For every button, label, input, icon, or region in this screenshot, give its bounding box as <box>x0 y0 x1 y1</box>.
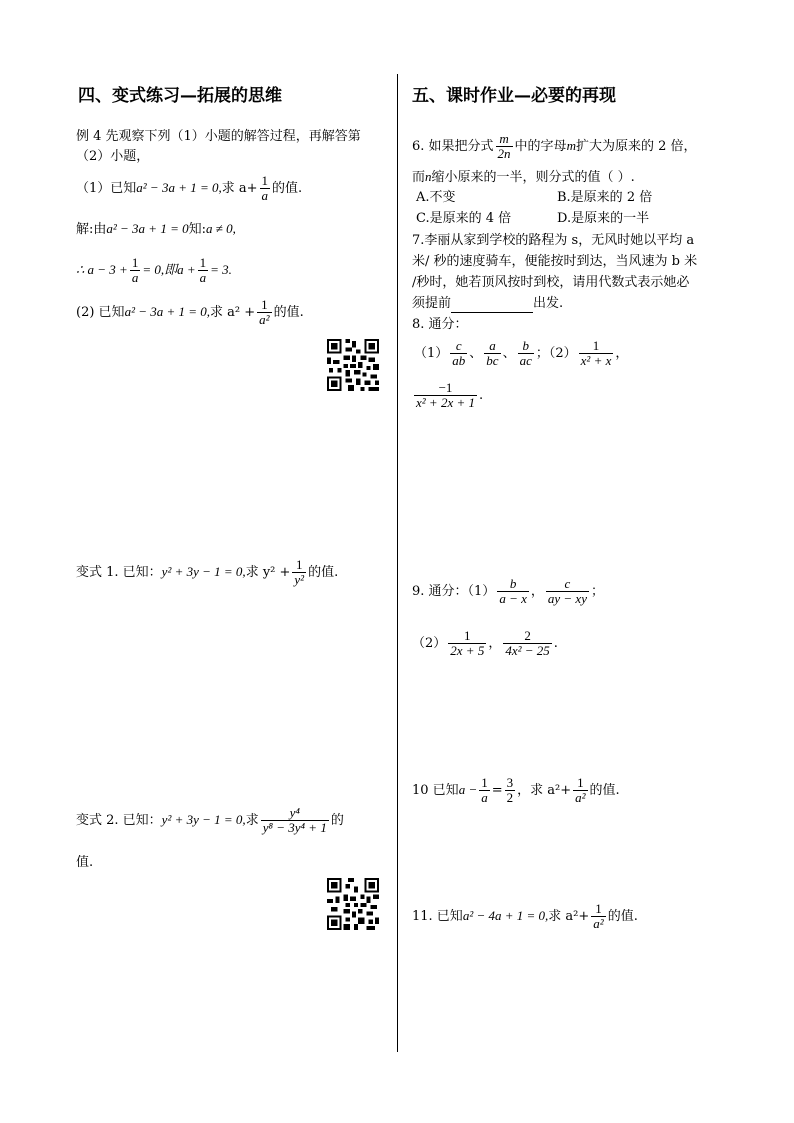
variant1-mid: 求 y² + <box>245 565 291 580</box>
part2-prefix: (2) 已知 <box>76 305 125 320</box>
fraction-denominator: 4x² − 25 <box>505 643 550 658</box>
fraction-denominator: a <box>199 270 207 285</box>
q10-mid: ，求 a²+ <box>517 783 572 798</box>
q6-suffix: 扩大为原来的 2 倍， <box>575 139 697 154</box>
separator: 、 <box>469 346 483 361</box>
example4-line2: （2）小题， <box>76 149 150 164</box>
fraction-1-over-x2-plus-x <box>579 339 614 368</box>
q7-line4-suffix: 出发. <box>533 296 564 311</box>
fraction-denominator: a <box>131 270 139 285</box>
fraction-denominator: x² + x <box>580 353 612 368</box>
q9-title: 9. 通分：（1） <box>412 584 496 599</box>
fraction-numerator: m <box>499 131 509 146</box>
question11 <box>412 898 638 935</box>
solution-line1 <box>76 220 236 239</box>
fraction-numerator: 1 <box>261 297 268 312</box>
q10-suffix: 的值. <box>589 783 620 798</box>
question10 <box>412 772 620 809</box>
option-d[interactable]: D.是原来的一半 <box>557 211 650 226</box>
option-c[interactable]: C.是原来的 4 倍 <box>416 211 512 226</box>
question9-part2 <box>412 626 558 662</box>
fraction-1-over-a <box>130 256 141 285</box>
fraction-1-over-a-squared <box>573 776 587 805</box>
q10-a-minus: a − <box>458 782 478 797</box>
variant2-line2: 值. <box>76 855 94 870</box>
comma: ， <box>530 584 544 599</box>
fraction-numerator: 1 <box>592 338 600 353</box>
question7-line1: 7.李丽从家到学校的路程为 s，无风时她以平均 a <box>412 233 695 248</box>
question8-part2-cont <box>412 378 483 414</box>
option-a[interactable]: A.不变 <box>416 190 456 205</box>
solution-mid: 知: <box>188 222 206 237</box>
qr-code-icon[interactable] <box>327 878 379 930</box>
part1-suffix: 的值. <box>272 181 303 196</box>
fraction-numerator: 3 <box>506 775 514 790</box>
part2-suffix: 的值. <box>273 305 304 320</box>
q8-part1-label: （1） <box>414 346 449 361</box>
fraction-1-over-y-squared <box>292 558 306 587</box>
solution2-mid: = 0,即a + <box>142 262 196 277</box>
fraction-denominator: x² + 2x + 1 <box>416 395 475 410</box>
solution-prefix: 解:由 <box>76 222 107 237</box>
fraction-3-over-2 <box>505 776 516 805</box>
variant2-suffix: 的 <box>330 813 344 828</box>
q6-mid: 中的字母 <box>514 139 567 154</box>
q9-part2-label: （2） <box>412 636 447 651</box>
fraction-numerator: b <box>522 338 529 353</box>
variant2-prefix: 变式 2. 已知： <box>76 813 162 828</box>
solution2-suffix: = 3. <box>210 262 232 277</box>
fraction-c-over-ab <box>450 339 467 368</box>
fraction-numerator: 1 <box>464 628 471 643</box>
solution2-prefix: ∴ a − 3 + <box>76 262 128 277</box>
question7-line3: /秒时，她若顶风按时到校，请用代数式表示她必 <box>412 275 690 290</box>
fraction-1-over-a <box>479 776 490 805</box>
fraction-a-over-bc <box>484 339 500 368</box>
q11-equation: a² − 4a + 1 = 0, <box>462 908 549 923</box>
fraction-numerator: 1 <box>131 255 139 270</box>
period: . <box>553 636 558 651</box>
fraction-denominator: a² <box>593 916 604 931</box>
question8-part1 <box>414 336 628 372</box>
fraction-denominator: ay − xy <box>547 591 587 606</box>
solution-line2 <box>76 252 232 289</box>
fraction-numerator: 1 <box>577 775 584 790</box>
semicolon: ； <box>590 584 604 599</box>
fraction-numerator: y⁴ <box>289 805 300 820</box>
fraction-b-over-a-minus-x <box>497 577 529 606</box>
q10-prefix: 10 已知 <box>412 783 459 798</box>
qr-code-icon[interactable] <box>327 339 379 391</box>
fraction-denominator: y⁸ − 3y⁴ + 1 <box>262 820 327 835</box>
answer-blank[interactable] <box>451 298 533 313</box>
q11-suffix: 的值. <box>607 909 638 924</box>
fraction-denominator: ab <box>452 353 466 368</box>
fraction-denominator: 2x + 5 <box>450 643 485 658</box>
option-b[interactable]: B.是原来的 2 倍 <box>557 190 653 205</box>
variant2-problem <box>76 802 344 839</box>
equals: = <box>491 783 503 798</box>
q6-var-m: m <box>566 138 576 153</box>
fraction-numerator: 1 <box>261 173 269 188</box>
part2-equation: a² − 3a + 1 = 0, <box>124 304 211 319</box>
variant1-suffix: 的值. <box>308 565 339 580</box>
solution-equation: a² − 3a + 1 = 0 <box>106 221 189 236</box>
fraction-numerator: 1 <box>595 901 602 916</box>
comma: ， <box>488 636 502 651</box>
example4-part1 <box>76 170 302 207</box>
fraction-denominator: 2n <box>497 146 511 161</box>
fraction-denominator: a − x <box>499 591 527 606</box>
variant1-prefix: 变式 1. 已知： <box>76 565 162 580</box>
q6-prefix: 6. 如果把分式 <box>412 139 494 154</box>
part1-mid: 求 a+ <box>221 181 258 196</box>
q6-line2-prefix: 而 <box>412 170 426 185</box>
fraction-numerator: 1 <box>295 557 303 572</box>
part2-mid: 求 a² + <box>210 305 256 320</box>
fraction-numerator: −1 <box>438 380 453 395</box>
question6-line2 <box>412 168 635 187</box>
fraction-denominator: bc <box>486 353 499 368</box>
variant2-equation: y² + 3y − 1 = 0, <box>161 812 246 827</box>
q6-var-n: n <box>425 169 432 184</box>
variant1-equation: y² + 3y − 1 = 0, <box>161 564 246 579</box>
question7-line2: 米/ 秒的速度骑车，便能按时到达，当风速为 b 米 <box>412 254 698 269</box>
fraction-m-over-2n <box>496 132 513 161</box>
separator: 、 <box>502 346 516 361</box>
comma: ， <box>615 346 629 361</box>
q8-part2-label: ；（2） <box>535 346 577 361</box>
fraction-1-over-a <box>260 174 271 203</box>
example4-part2 <box>76 294 304 331</box>
fraction-1-over-a <box>198 256 209 285</box>
fraction-denominator: a² <box>575 790 586 805</box>
fraction-numerator: 1 <box>481 775 488 790</box>
column-divider <box>397 74 398 1052</box>
question9-part1 <box>412 574 604 610</box>
fraction-1-over-2x-plus-5 <box>448 629 486 658</box>
part1-prefix: （1）已知 <box>76 181 137 196</box>
fraction-neg1-over-quadratic <box>414 381 477 410</box>
example4-line1: 例 4 先观察下列（1）小题的解答过程，再解答第 <box>76 129 361 144</box>
q6-line2-suffix: 缩小原来的一半，则分式的值（ ）. <box>431 170 635 185</box>
q7-line4-prefix: 须提前 <box>412 296 452 311</box>
question8-title: 8. 通分： <box>412 317 468 332</box>
period: . <box>478 388 484 403</box>
fraction-numerator: b <box>509 576 517 591</box>
fraction-numerator: c <box>564 576 571 591</box>
q11-prefix: 11. 已知 <box>412 909 463 924</box>
fraction-y4-expression <box>261 806 329 835</box>
right-section-heading: 五、课时作业—必要的再现 <box>412 86 616 106</box>
fraction-denominator: a² <box>259 312 270 327</box>
part1-equation: a² − 3a + 1 = 0, <box>136 180 222 195</box>
fraction-b-over-ac <box>518 339 534 368</box>
fraction-numerator: a <box>489 338 496 353</box>
fraction-numerator: c <box>455 338 462 353</box>
variant2-mid: 求 <box>245 813 259 828</box>
left-section-heading: 四、变式练习—拓展的思维 <box>78 86 282 106</box>
fraction-numerator: 2 <box>524 628 531 643</box>
fraction-denominator: a <box>481 790 488 805</box>
question7-line4 <box>412 295 563 313</box>
fraction-2-over-4x2-minus-25 <box>503 629 551 658</box>
question6-line1 <box>412 128 697 165</box>
fraction-1-over-a-squared <box>591 902 605 931</box>
variant1-problem <box>76 554 338 591</box>
solution-nonzero: a ≠ 0, <box>206 221 236 236</box>
fraction-numerator: 1 <box>199 255 207 270</box>
fraction-denominator: a <box>261 188 269 203</box>
fraction-denominator: 2 <box>506 790 514 805</box>
fraction-1-over-a-squared <box>257 298 271 327</box>
fraction-c-over-ay-minus-xy <box>546 577 589 606</box>
fraction-denominator: y² <box>294 572 305 587</box>
q11-mid: 求 a²+ <box>548 909 590 924</box>
fraction-denominator: ac <box>519 353 532 368</box>
